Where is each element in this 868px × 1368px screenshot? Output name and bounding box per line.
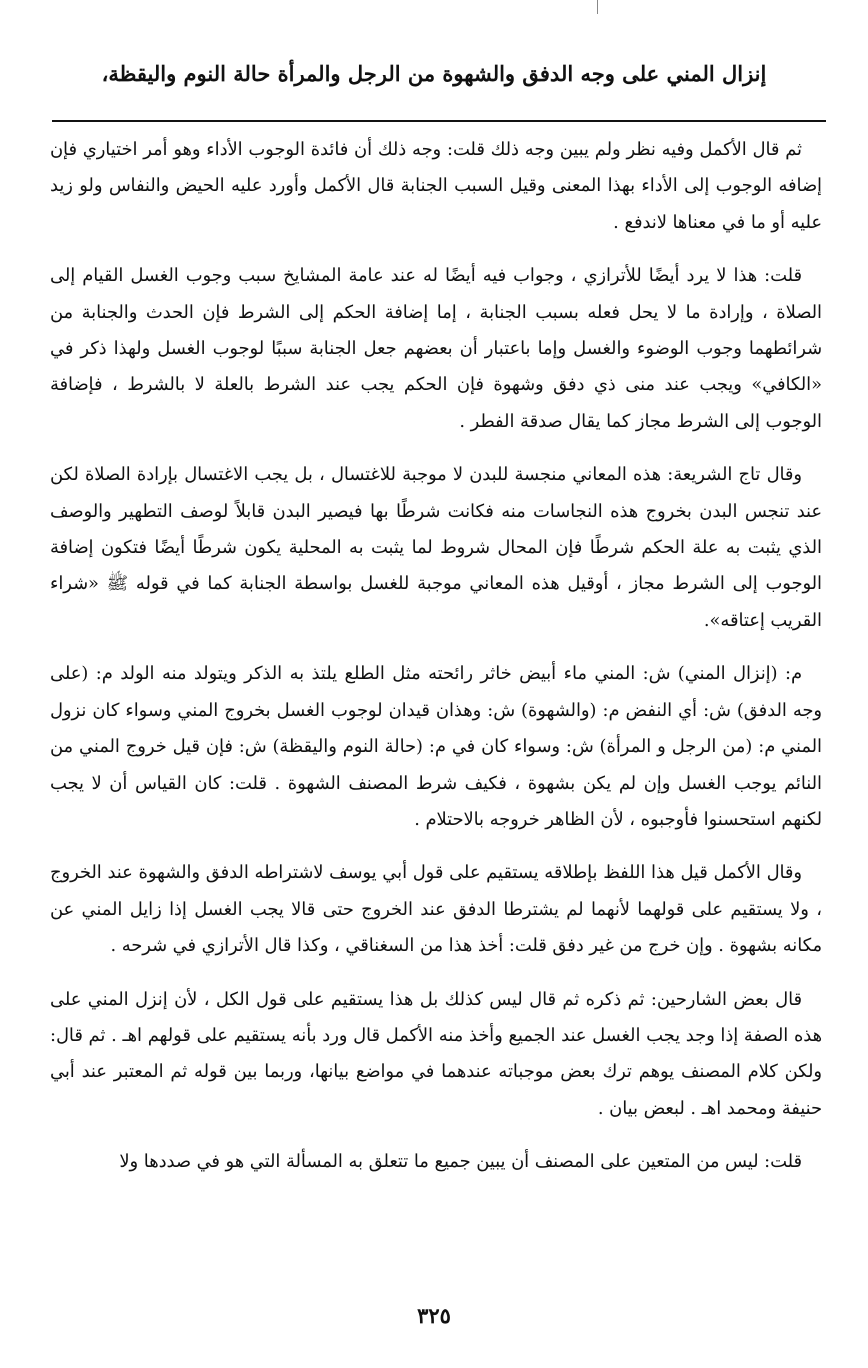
crop-mark [597,0,598,14]
paragraph-4: م: (إنزال المني) ش: المني ماء أبيض خاثر رائحته مثل الطلع يلتذ به الذكر ويتولد منه الولد م: (على وجه الدفق) ش: أي النفض م: (والشهوة) ش: وهذان قيدان لوجوب الغسل بخروج المني وسواء كان نزول المني م: (من الرجل و المرأة) ش: وسواء كان في م: (حالة النوم واليقظة) ش: فإن قيل خروج المني من النائم يوجب الغسل وإن لم يكن بشهوة ، فكيف شرط المصنف الشهوة . قلت: كان القياس أن لا يجب لكنهم استحسنوا فأوجبوه ، لأن الظاهر خروجه بالاحتلام . [50,663,822,830]
paragraph-6: قال بعض الشارحين: ثم ذكره ثم قال ليس كذلك بل هذا يستقيم على قول الكل ، لأن إنزل المني على هذه الصفة إذا وجد يجب الغسل عند الجميع وأخذ منه الأكمل قال ورد بأنه يستقيم على قولهم اهـ . ثم قال: ولكن كلام المصنف يوهم ترك بعض موجباته عندهما في مواضع بيانها، وربما بين قوله ثم المعتبر عند أبي حنيفة ومحمد اهـ . لبعض بيان . [50,988,822,1119]
paragraph-1: ثم قال الأكمل وفيه نظر ولم يبين وجه ذلك قلت: وجه ذلك أن فائدة الوجوب الأداء وهو أمر اختياري فإن إضافه الوجوب إلى الأداء بهذا المعنى وقيل السبب الجنابة قال الأكمل وأورد عليه الحيض والنفاس ولو زيد عليه أو ما في معناها لاندفع . [50,139,822,233]
page-body [50,132,822,1198]
page-number: ٣٢٥ [417,1303,451,1328]
running-header: إنزال المني على وجه الدفق والشهوة من الرجل والمرأة حالة النوم واليقظة، [101,61,767,86]
paragraph-7: قلت: ليس من المتعين على المصنف أن يبين جميع ما تتعلق به المسألة التي هو في صددها ولا [119,1151,802,1173]
paragraph-5: وقال الأكمل قيل هذا اللفظ بإطلاقه يستقيم على قول أبي يوسف لاشتراطه الدفق والشهوة عند الخروج ، ولا يستقيم على قولهما لأنهما لم يشترطا الدفق عند الخروج حتى قالا يجب الغسل إذا زايل المني عن مكانه بشهوة . وإن خرج من غير دفق قلت: أخذ هذا من السغناقي ، وكذا قال الأترازي في شرحه . [50,862,822,957]
header-rule [52,120,826,122]
paragraph-2: قلت: هذا لا يرد أيضًا للأترازي ، وجواب فيه أيضًا له عند عامة المشايخ سبب وجوب الغسل القيام إلى الصلاة ، وإرادة ما لا يحل فعله بسبب الجنابة ، إما إضافة الحكم إلى الشرط فإن الحدث والجنابة من شرائطهما وجوب الوضوء والغسل وإما باعتبار أن بعضهم جعل الجنابة سببًا لوجوب الغسل ولهذا ذكر في «الكافي» ويجب عند منى ذي دفق وشهوة فإن الحكم يجب عند الشرط بالعلة لا بالشرط ، فإضافة الوجوب إلى الشرط مجاز كما يقال صدقة الفطر . [50,265,822,432]
paragraph-3: وقال تاج الشريعة: هذه المعاني منجسة للبدن لا موجبة للاغتسال ، بل يجب الاغتسال بإرادة الصلاة لكن عند تنجس البدن بخروج هذه النجاسات منه فكانت شرطًا بها فيصير البدن قابلاً لوصف التطهير والوصف الذي يثبت به علة الحكم شرطًا فإن المحال شروط لما يثبت به المحلية يكون شرطًا أيضًا فتكون إضافة الوجوب إلى الشرط مجاز ، أوقيل هذه المعاني موجبة للغسل بواسطة الجنابة كما في قوله ﷺ «شراء القريب إعتاقه». [50,464,822,631]
